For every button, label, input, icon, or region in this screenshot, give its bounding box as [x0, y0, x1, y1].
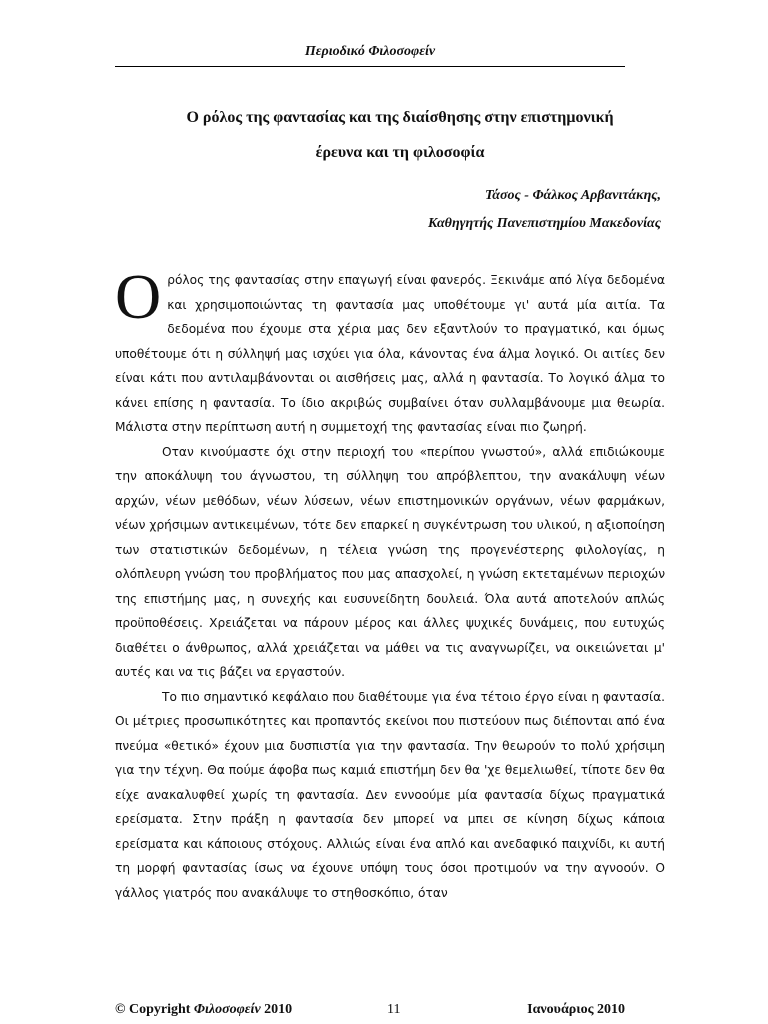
author-block	[428, 182, 661, 238]
paragraph-1-text: ρόλος της φαντασίας στην επαγωγή είναι φανερός. Ξεκινάμε από λίγα δεδομένα και χρησιμοποιώντας τη φαντασία μας υποθέτουμε γι' αυτά μία αιτία. Τα δεδομένα που έχουμε στα χέρια μας δεν εξαντλούν το πραγματικό, και όμως υποθέτουμε ότι η σύλληψή μας ισχύει για όλα, κάνοντας ένα άλμα λογικό. Οι αιτίες δεν είναι κάτι που αντιλαμβάνονται οι αισθήσεις μας, αλλά η φαντασία. Το λογικό άλμα το κάνει επίσης η φαντασία. Το ίδιο ακριβώς συμβαίνει όταν συλλαμβάνουμε μια θεωρία. Μάλιστα στην περίπτωση αυτή η συμμετοχή της φαντασίας είναι πιο ζωηρή.	[115, 273, 665, 434]
article-body	[115, 261, 665, 905]
paragraph-3: Το πιο σημαντικό κεφάλαιο που διαθέτουμε για ένα τέτοιο έργο είναι η φαντασία. Οι μέτριες προσωπικότητες και προπαντός εκείνοι που πιστεύουν πως διέπονται από ένα πνεύμα «θετικό» έχουν μια δυσπιστία για την φαντασία. Την θεωρούν το πολύ χρήσιμη για την τέχνη. Θα πούμε άφοβα πως καμιά επιστήμη δεν θα 'χε θεμελιωθεί, τίποτε δεν θα είχε ανακαλυφθεί χωρίς τη φαντασία. Δεν εννοούμε μία φαντασία δίχως πραγματικά ερείσματα. Στην πράξη η φαντασία δεν μπορεί να μπει σε κίνηση δίχως κάποια ερείσματα και κάποιους στόχους. Αλλιώς είναι ένα απλό και ανεδαφικό παιχνίδι, κι αυτή τη μορφή φαντασίας ίσως να έχουνε υπόψη τους όσοι προτιμούν να την αγνοούν. Ο γάλλος γιατρός που ανακάλυψε το στηθοσκόπιο, όταν	[115, 689, 665, 900]
article-title-line-2: έρευνα και τη φιλοσοφία	[315, 144, 485, 161]
footer-date: Ιανουάριος 2010	[527, 1002, 625, 1017]
page-footer	[115, 1002, 625, 1022]
paragraph-2: Οταν κινούμαστε όχι στην περιοχή του «περίπου γνωστού», αλλά επιδιώκουμε την αποκάλυψη του άγνωστου, τη σύλληψη του απρόβλεπτου, την ανακάλυψη νέων αρχών, νέων μεθόδων, νέων λύσεων, νέων επιστημονικών οργάνων, νέων φαρμάκων, νέων χρήσιμων αντικειμένων, τότε δεν επαρκεί η συγκέντρωση του υλικού, η αξιοποίηση των στατιστικών δεδομένων, η τέλεια γνώση της προγενέστερης φιλολογίας, η ολόπλευρη γνώση του προβλήματος που μας απασχολεί, η γνώση εκτεταμένων περιοχών της επιστήμης μας, η συνεχής και ευσυνείδητη δουλειά. Όλα αυτά αποτελούν απλώς προϋποθέσεις. Χρειάζεται να πάρουν μέρος και άλλες ψυχικές δυνάμεις, που ευτυχώς διαθέτει ο άνθρωπος, αλλά χρειάζεται να μάθει να τις αναγνωρίζει, να οικειώνεται μ' αυτές και να τις βάζει να εργαστούν.	[115, 444, 665, 679]
author-name: Τάσος - Φάλκος Αρβανιτάκης,	[484, 188, 661, 203]
footer-journal-name: Φιλοσοφείν	[193, 1002, 261, 1017]
article-title	[115, 100, 685, 170]
article-title-line-1: Ο ρόλος της φαντασίας και της διαίσθησης στην επιστημονική	[186, 109, 614, 126]
footer-year: 2010	[264, 1002, 293, 1017]
page-number: 11	[387, 1002, 401, 1017]
running-header: Περιοδικό Φιλοσοφείν	[304, 44, 436, 59]
header-divider	[115, 66, 625, 67]
footer-copyright	[115, 1002, 292, 1018]
drop-cap: Ο	[115, 261, 162, 332]
paragraph-1	[115, 261, 665, 440]
author-affiliation: Καθηγητής Πανεπιστημίου Μακεδονίας	[428, 216, 661, 231]
copyright-text: © Copyright	[115, 1002, 191, 1017]
